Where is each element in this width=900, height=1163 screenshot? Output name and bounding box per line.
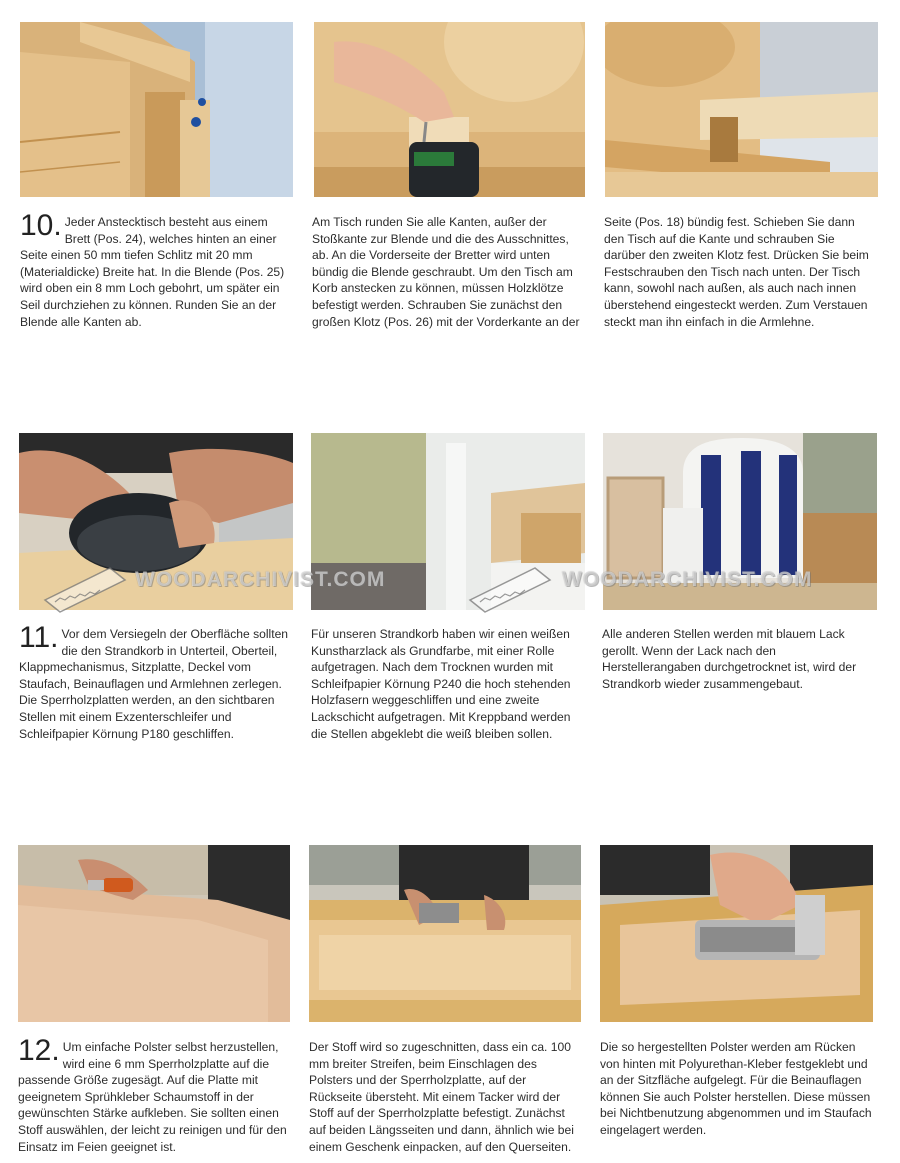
step-12-text-col1: [18, 1034, 290, 1155]
watermark-text-left: WOODARCHIVIST.COM: [135, 568, 386, 591]
step-12-paragraph-1: Um einfache Polster selbst herzustellen, wird eine 6 mm Sperrholzplatte auf die passende Größe zugesägt. Auf die Platte mit geeignetem Sprühkleber Schaumstoff in der gewünschten Stärke aufkleben. Sie sollten einen Stoff auswählen, der leicht zu reinigen und für den Einsatz im Feien geeignet ist.: [18, 1040, 287, 1154]
photo-stapling-fabric: [309, 845, 581, 1022]
watermark-text-right: WOODARCHIVIST.COM: [562, 568, 813, 591]
photo-stapler-closeup: [600, 845, 873, 1022]
step-11-text-col2: Für unseren Strandkorb haben wir einen weißen Kunstharzlack als Grundfarbe, mit einer Rolle aufgetragen. Nach dem Trocknen wurden mit Schleifpapier Körnung P240 die hoch stehenden Holzfasern weggeschliffen und eine zweite Lackschicht aufgetragen. Mit Kreppband werden die Stellen abgeklebt die weiß bleiben sollen.: [311, 627, 571, 741]
photo-blue-striped-chair: [603, 433, 877, 610]
step-12-text-col3: Die so hergestellten Polster werden am Rücken von hinten mit Polyurethan-Kleber festgeklebt und an der Sitzfläche aufgelegt. Für die Beinauflagen können Sie auch Polster herstellen. Diese müssen bei Nichtbenutzung abgenommen und im Staufach eingelagert werden.: [600, 1040, 872, 1137]
step-11-paragraph-1: Vor dem Versiegeln der Oberfläche sollten die den Strandkorb in Unterteil, Oberteil, Klappmechanismus, Sitzplatte, Deckel vom Staufach, Beinauflagen und Armlehnen zerlegen. Die Sperrholzplatten werden, an den sichtbaren Stellen mit einem Exzenterschleifer und Schleifpapier Körnung P180 geschliffen.: [19, 627, 289, 741]
photo-drilling-block: [314, 22, 585, 197]
step-10-text-col3: Seite (Pos. 18) bündig fest. Schieben Sie dann den Tisch auf die Kante und schrauben Sie darüber den zweiten Klotz fest. Drücken Sie beim Festschrauben den Tisch nach unten. Der Tisch kann, sowohl nach außen, als auch nach innen überstehend eingesteckt werden. Zum Verstauen steckt man ihn einfach in die Armlehne.: [604, 215, 869, 329]
photo-side-table-attached: [605, 22, 878, 197]
photo-white-painted-part: [311, 433, 585, 610]
photo-spray-glue: [18, 845, 290, 1022]
photo-orbital-sander: [19, 433, 293, 610]
step-10-number: 10.: [20, 209, 62, 242]
step-12-text-col2: Der Stoff wird so zugeschnitten, dass ein ca. 100 mm breiter Streifen, beim Einschlagen des Polsters und der Sperrholzplatte, auf der Rückseite übersteht. Mit einem Tacker wird der Stoff auf der Sperrholzplatte befestigt. Zunächst auf beiden Längsseiten und dann, ähnlich wie bei einem Geschenk einpacken, auf den Querseiten.: [309, 1040, 574, 1154]
step-10-text-col1: [20, 209, 292, 330]
step-11-number: 11.: [19, 621, 59, 654]
step-10-paragraph-1: Jeder Anstecktisch besteht aus einem Brett (Pos. 24), welches hinten an einer Seite einen 50 mm tiefen Schlitz mit 20 mm (Materialdicke) Breite hat. In die Blende (Pos. 25) wird oben ein 8 mm Loch gebohrt, um später ein Seil durchziehen zu können. Runden Sie an der Blende alle Kanten ab.: [20, 215, 285, 329]
step-11-text-col3: Alle anderen Stellen werden mit blauem Lack gerollt. Wenn der Lack nach den Herstellerangaben durchgetrocknet ist, wird der Strandkorb wieder zusammengebaut.: [602, 627, 857, 691]
step-12-number: 12.: [18, 1034, 60, 1067]
photo-table-blende: [20, 22, 293, 197]
step-10-text-col2: Am Tisch runden Sie alle Kanten, außer der Stoßkante zur Blende und die des Ausschnittes, ab. An die Vorderseite der Bretter wird unten bündig die Blende geschraubt. Um den Tisch am Korb anstecken zu können, müssen Holzklötze befestigt werden. Schrauben Sie zunächst den großen Klotz (Pos. 26) mit der Vorderkante an der: [312, 215, 580, 329]
step-11-text-col1: [19, 621, 293, 742]
